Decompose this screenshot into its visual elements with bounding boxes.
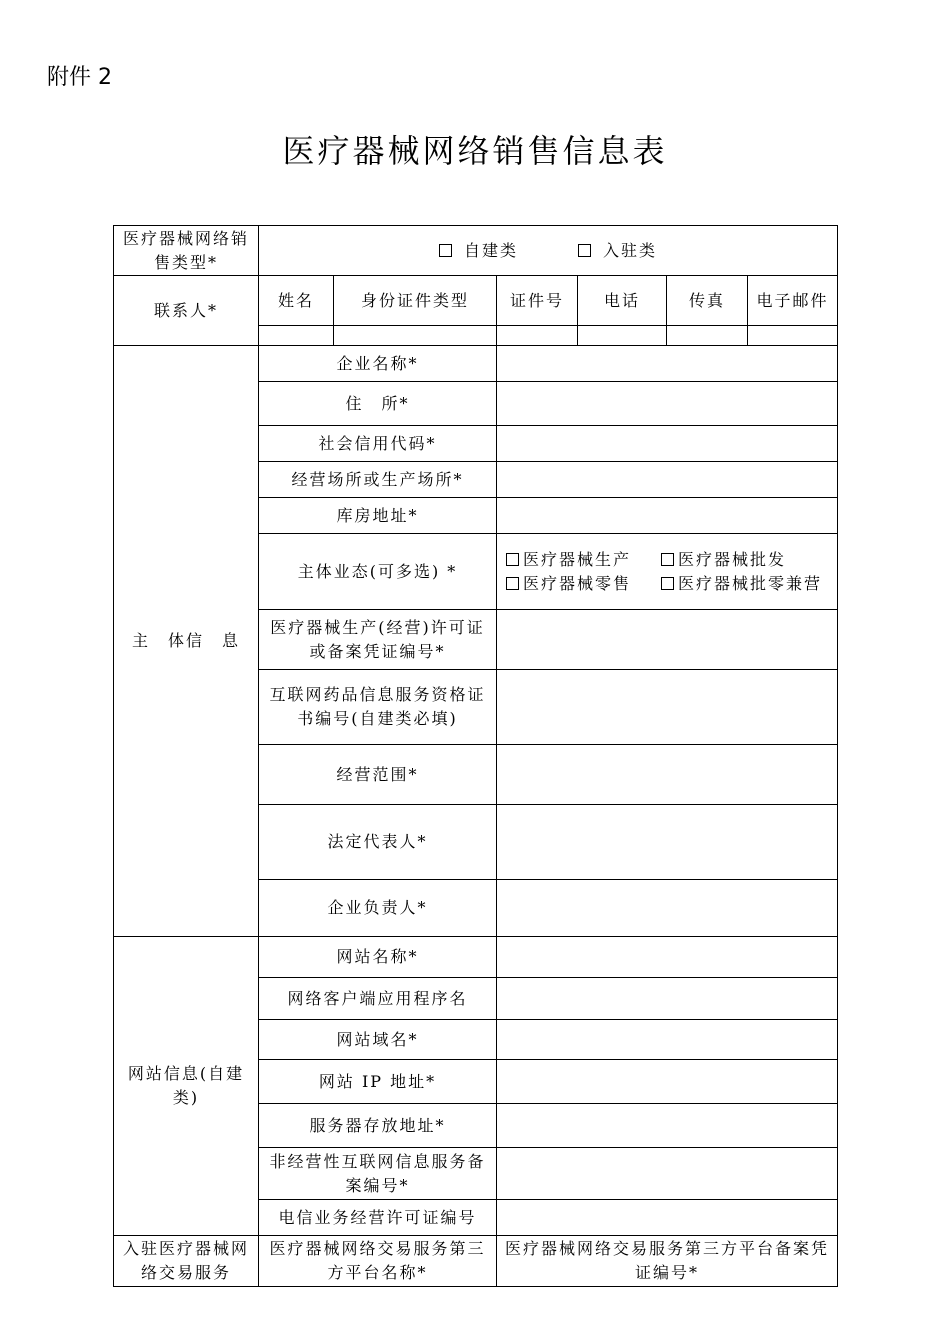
- app-name-input[interactable]: [497, 978, 838, 1020]
- sales-type-label: 医疗器械网络销售类型*: [114, 226, 259, 276]
- option-self-built[interactable]: [439, 239, 518, 263]
- checkbox[interactable]: [661, 577, 674, 590]
- option-label: 医疗器械批发: [678, 549, 787, 569]
- option-retail[interactable]: [506, 574, 631, 593]
- ip-address-label: 网站 IP 地址*: [259, 1060, 497, 1104]
- business-mode-options: [497, 534, 838, 610]
- site-name-label: 网站名称*: [259, 937, 497, 978]
- contact-col-phone: 电话: [578, 276, 667, 326]
- contact-col-name: 姓名: [259, 276, 334, 326]
- contact-fax-input[interactable]: [667, 326, 748, 346]
- option-wholesale-retail[interactable]: [661, 574, 822, 593]
- address-label: 住 所*: [259, 382, 497, 426]
- contact-email-input[interactable]: [748, 326, 838, 346]
- domain-input[interactable]: [497, 1020, 838, 1060]
- warehouse-label: 库房地址*: [259, 498, 497, 534]
- credit-code-input[interactable]: [497, 426, 838, 462]
- company-name-label: 企业名称*: [259, 346, 497, 382]
- telecom-license-label: 电信业务经营许可证编号: [259, 1200, 497, 1236]
- telecom-license-input[interactable]: [497, 1200, 838, 1236]
- page-title: 医疗器械网络销售信息表: [282, 132, 668, 170]
- person-in-charge-label: 企业负责人*: [259, 880, 497, 937]
- contact-col-id-number: 证件号: [497, 276, 578, 326]
- icp-record-label: 非经营性互联网信息服务备案编号*: [259, 1148, 497, 1200]
- contact-phone-input[interactable]: [578, 326, 667, 346]
- server-address-input[interactable]: [497, 1104, 838, 1148]
- business-scope-input[interactable]: [497, 745, 838, 805]
- warehouse-input[interactable]: [497, 498, 838, 534]
- option-label: 自建类: [464, 240, 519, 260]
- option-label: 医疗器械批零兼营: [678, 573, 823, 593]
- platform-label: 入驻医疗器械网络交易服务: [114, 1236, 259, 1287]
- legal-representative-input[interactable]: [497, 805, 838, 880]
- icp-record-input[interactable]: [497, 1148, 838, 1200]
- address-input[interactable]: [497, 382, 838, 426]
- checkbox[interactable]: [661, 553, 674, 566]
- license-number-label: 医疗器械生产(经营)许可证或备案凭证编号*: [259, 610, 497, 670]
- license-number-input[interactable]: [497, 610, 838, 670]
- contact-col-id-type: 身份证件类型: [334, 276, 497, 326]
- site-name-input[interactable]: [497, 937, 838, 978]
- entity-info-label: 主 体信 息: [114, 346, 259, 937]
- option-label: 医疗器械零售: [523, 573, 632, 593]
- contact-col-email: 电子邮件: [748, 276, 838, 326]
- domain-label: 网站域名*: [259, 1020, 497, 1060]
- platform-name-label: 医疗器械网络交易服务第三方平台名称*: [259, 1236, 497, 1287]
- internet-drug-cert-input[interactable]: [497, 670, 838, 745]
- ip-address-input[interactable]: [497, 1060, 838, 1104]
- platform-record-label: 医疗器械网络交易服务第三方平台备案凭证编号*: [497, 1236, 838, 1287]
- option-label: 入驻类: [603, 240, 658, 260]
- company-name-input[interactable]: [497, 346, 838, 382]
- checkbox[interactable]: [506, 577, 519, 590]
- sales-type-options: [259, 226, 838, 276]
- legal-representative-label: 法定代表人*: [259, 805, 497, 880]
- server-address-label: 服务器存放地址*: [259, 1104, 497, 1148]
- checkbox[interactable]: [578, 244, 591, 257]
- option-settled[interactable]: [578, 239, 657, 263]
- contact-id-type-input[interactable]: [334, 326, 497, 346]
- internet-drug-cert-label: 互联网药品信息服务资格证书编号(自建类必填): [259, 670, 497, 745]
- contact-col-fax: 传真: [667, 276, 748, 326]
- contact-id-number-input[interactable]: [497, 326, 578, 346]
- app-name-label: 网络客户端应用程序名: [259, 978, 497, 1020]
- business-place-input[interactable]: [497, 462, 838, 498]
- website-info-label: 网站信息(自建类): [114, 937, 259, 1236]
- option-manufacturing[interactable]: [506, 550, 631, 569]
- contact-name-input[interactable]: [259, 326, 334, 346]
- checkbox[interactable]: [506, 553, 519, 566]
- credit-code-label: 社会信用代码*: [259, 426, 497, 462]
- contact-label: 联系人*: [114, 276, 259, 346]
- option-wholesale[interactable]: [661, 550, 786, 569]
- attachment-label: 附件 2: [47, 65, 112, 90]
- person-in-charge-input[interactable]: [497, 880, 838, 937]
- business-mode-label: 主体业态(可多选) *: [259, 534, 497, 610]
- checkbox[interactable]: [439, 244, 452, 257]
- business-scope-label: 经营范围*: [259, 745, 497, 805]
- sales-info-form: [113, 225, 838, 1287]
- option-label: 医疗器械生产: [523, 549, 632, 569]
- business-place-label: 经营场所或生产场所*: [259, 462, 497, 498]
